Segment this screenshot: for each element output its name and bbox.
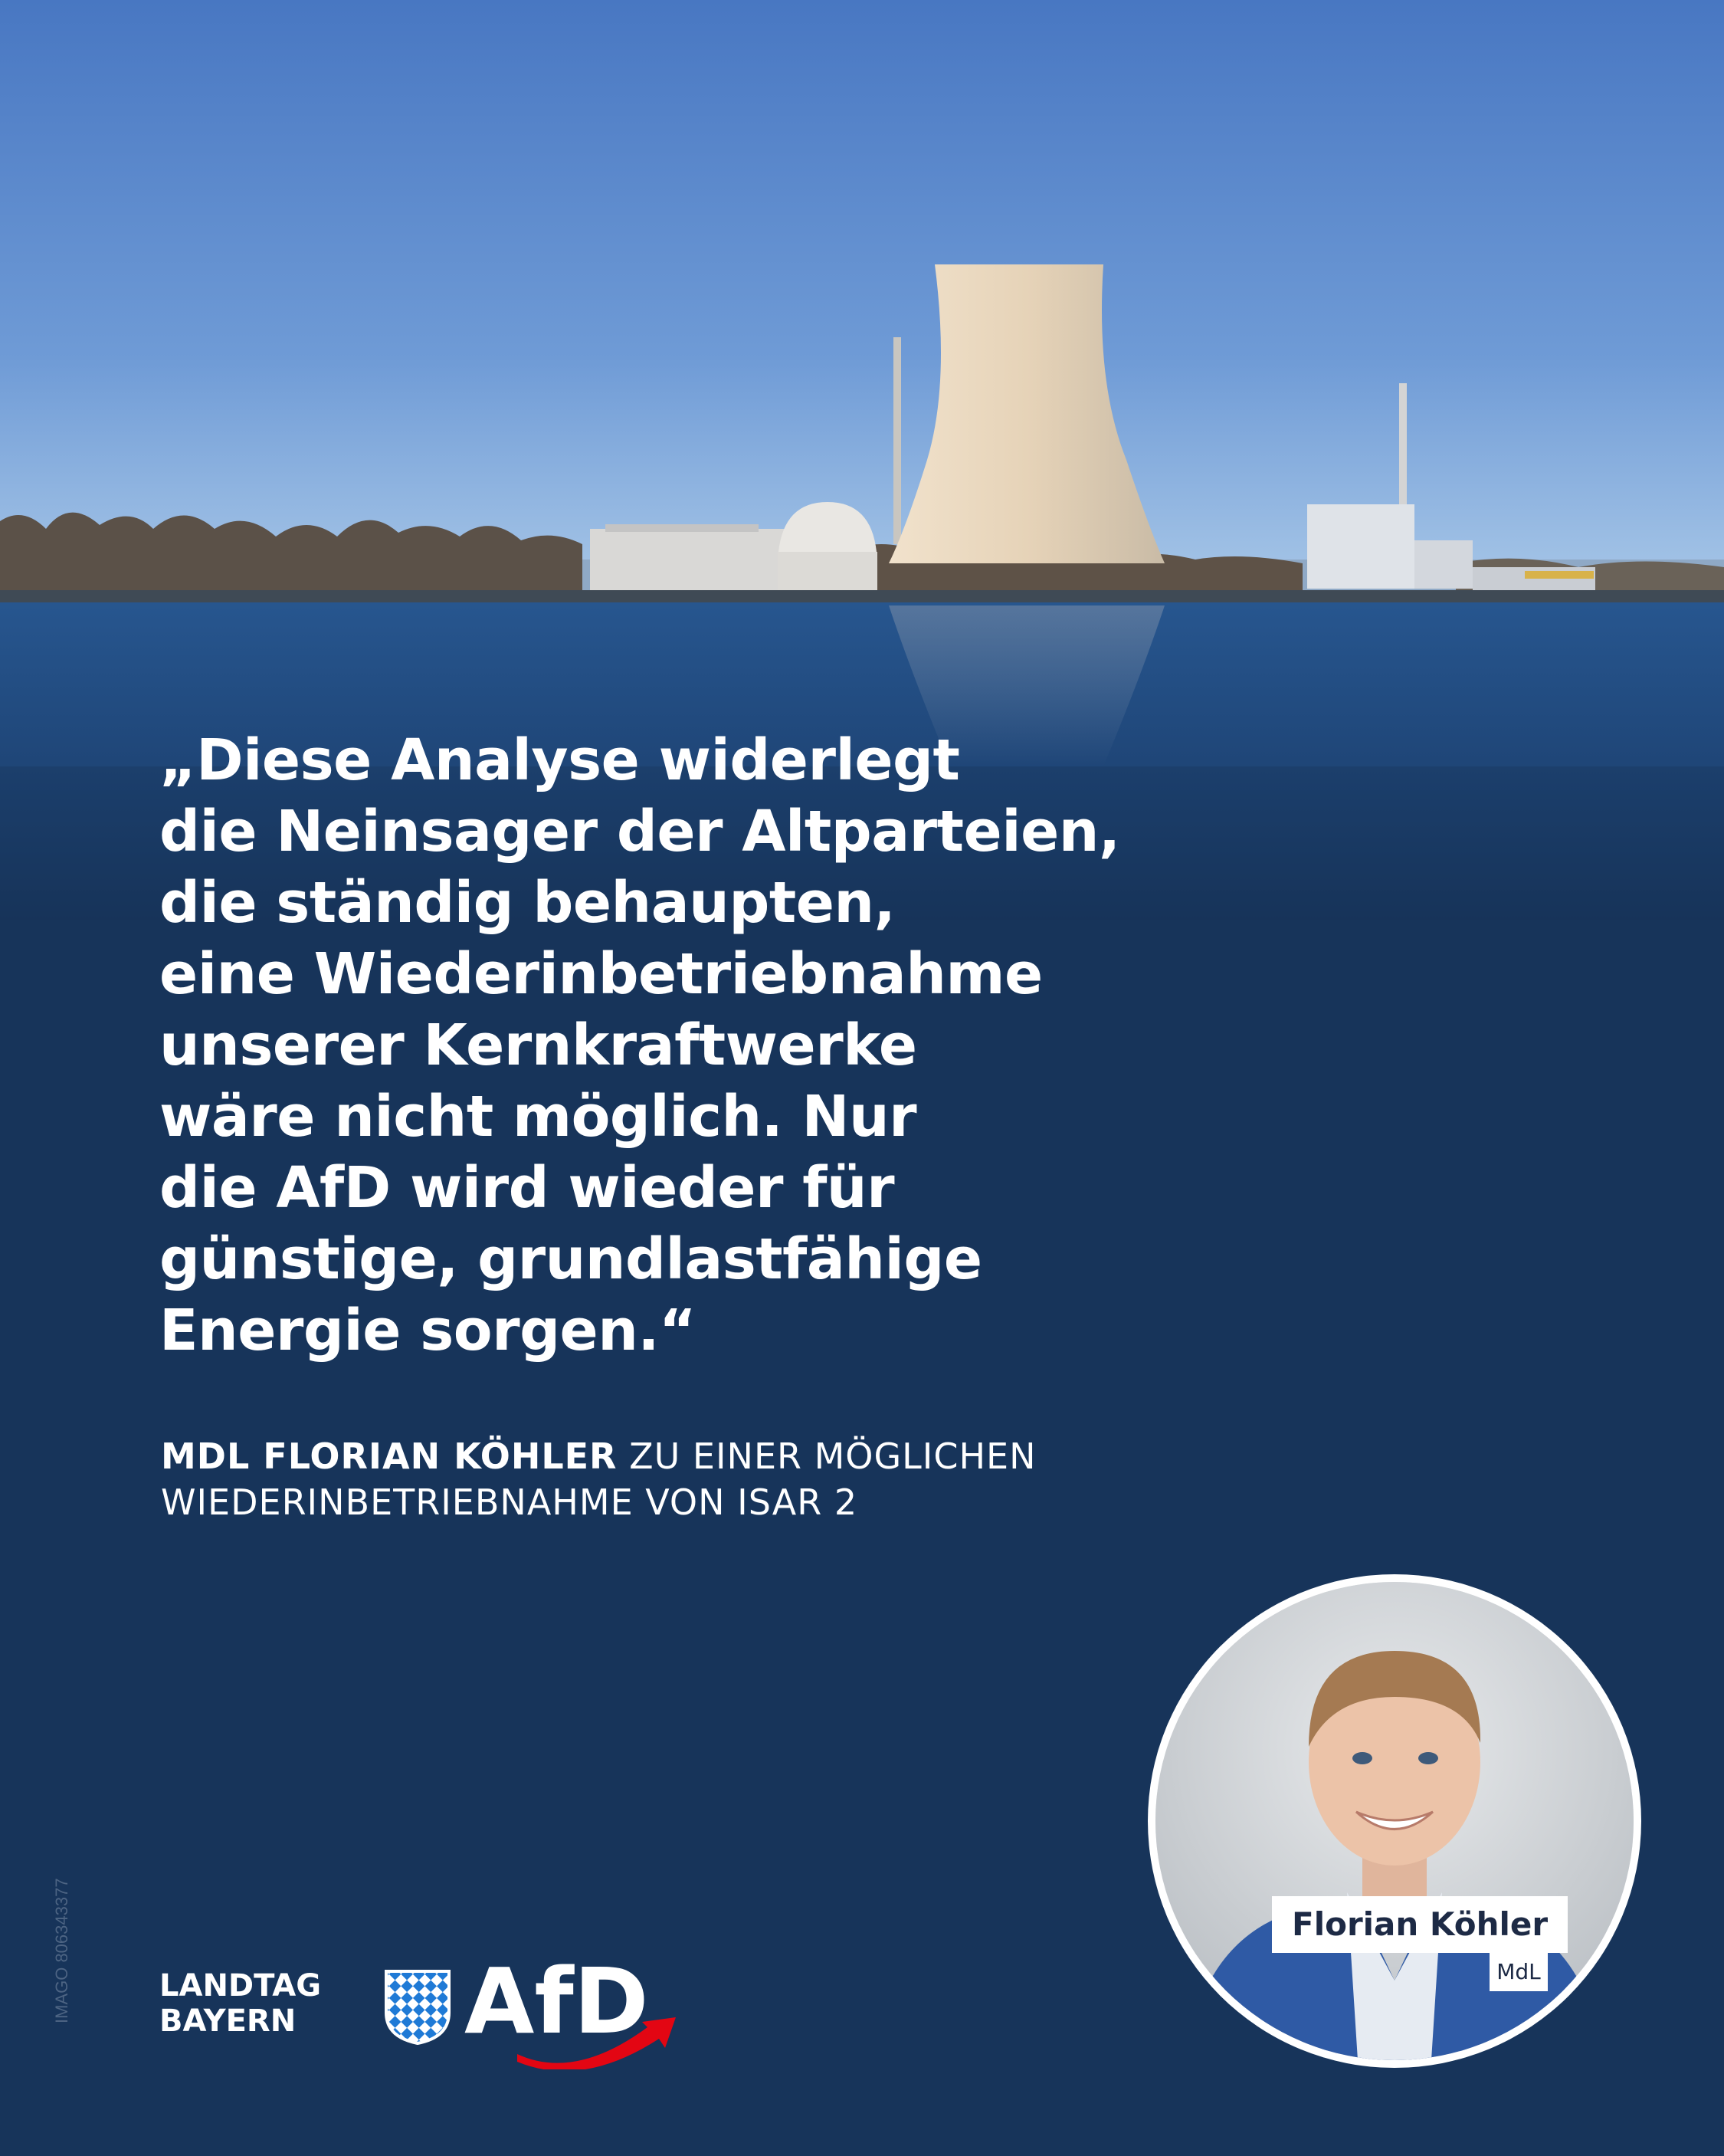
quote-line: „Diese Analyse widerlegt bbox=[159, 727, 960, 793]
landtag-bayern-label bbox=[159, 1968, 321, 2039]
quote-text bbox=[159, 725, 1355, 1367]
quote-line: wäre nicht möglich. Nur bbox=[159, 1084, 917, 1150]
speaker-portrait bbox=[1148, 1574, 1641, 2068]
portrait-name-label: Florian Köhler bbox=[1272, 1896, 1568, 1953]
bavaria-crest-icon bbox=[383, 1968, 452, 2045]
portrait-role-label: MdL bbox=[1490, 1953, 1548, 1991]
landtag-line-1: LANDTAG bbox=[159, 1968, 322, 2003]
quote-line: unserer Kernkraftwerke bbox=[159, 1012, 917, 1078]
quote-line: günstige, grundlastfähige bbox=[159, 1226, 982, 1292]
quote-line: die Neinsager der Altparteien, bbox=[159, 799, 1120, 865]
afd-party-logo bbox=[460, 1947, 690, 2069]
attribution-line-2: WIEDERINBETRIEBNAHME VON ISAR 2 bbox=[161, 1482, 858, 1523]
quote-line: eine Wiederinbetriebnahme bbox=[159, 941, 1043, 1007]
quote-line: die ständig behaupten, bbox=[159, 870, 896, 936]
quote-line: Energie sorgen.“ bbox=[159, 1298, 696, 1363]
attribution-context: ZU EINER MÖGLICHEN bbox=[617, 1436, 1037, 1477]
portrait-photo bbox=[1155, 1582, 1634, 2060]
quote-attribution bbox=[161, 1433, 1234, 1525]
attribution-line-1 bbox=[161, 1433, 1234, 1479]
speaker-name: MDL FLORIAN KÖHLER bbox=[161, 1436, 618, 1477]
landtag-line-2: BAYERN bbox=[159, 2003, 297, 2039]
afd-logo-text: AfD bbox=[464, 1948, 649, 2054]
image-credit: IMAGO 806343377 bbox=[52, 1878, 71, 2023]
quote-line: die AfD wird wieder für bbox=[159, 1155, 895, 1221]
